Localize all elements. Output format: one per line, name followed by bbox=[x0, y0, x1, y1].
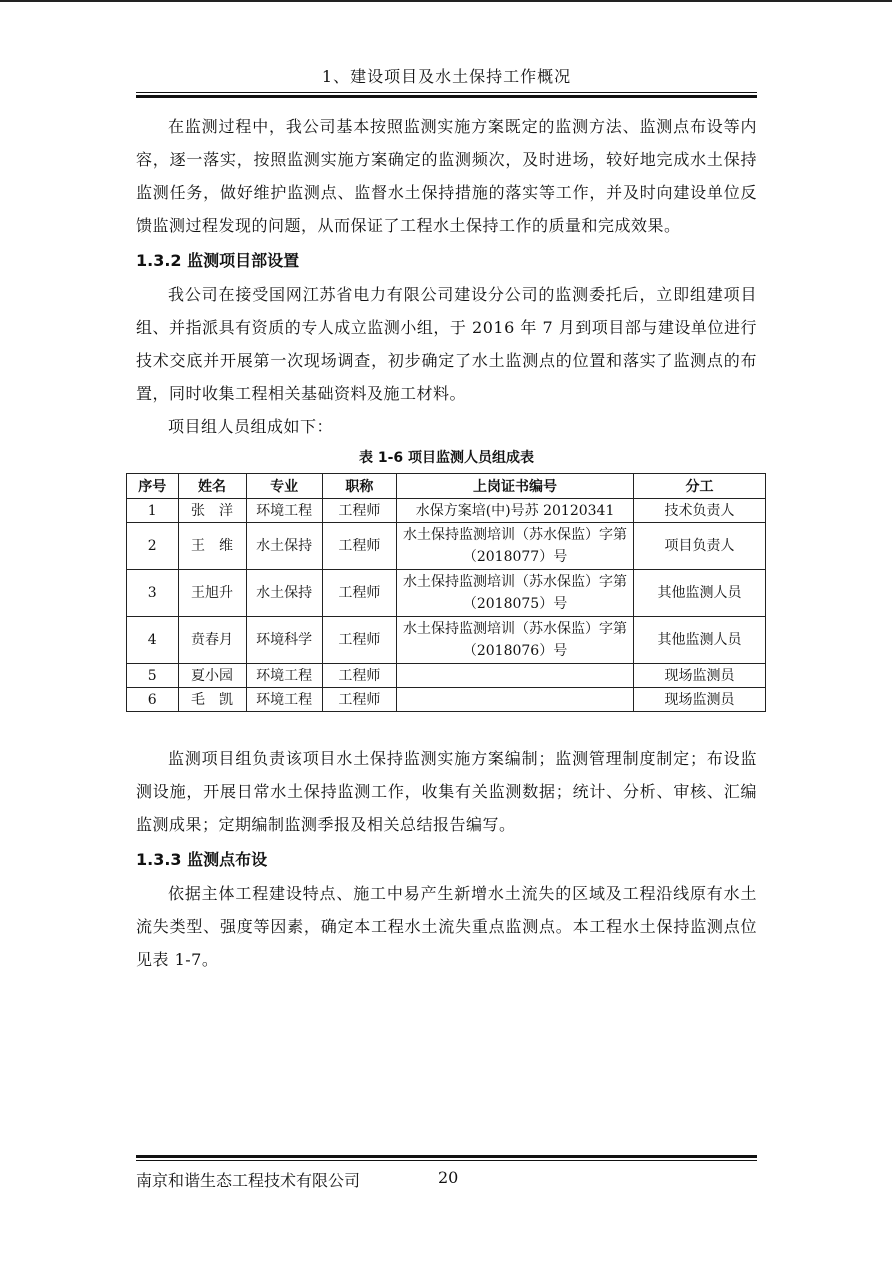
cell-name: 夏小园 bbox=[178, 664, 246, 688]
cell-title: 工程师 bbox=[322, 523, 396, 570]
header-rule-thick bbox=[136, 95, 757, 98]
section-heading-1-3-3: 1.3.3 监测点布设 bbox=[136, 850, 268, 869]
cell-role: 现场监测员 bbox=[634, 688, 766, 712]
cell-major: 环境工程 bbox=[246, 499, 322, 523]
cell-role: 技术负责人 bbox=[634, 499, 766, 523]
paragraph-project-setup: 我公司在接受国网江苏省电力有限公司建设分公司的监测委托后，立即组建项目组、并指派具有资质的专人成立监测小组，于 2016 年 7 月到项目部与建设单位进行技术交底并开展第一次现场调查，初步确定了水土监测点的位置和落实了监测点的布置，同时收集工程相关基础资料及施工材料。 bbox=[136, 285, 757, 403]
table-caption: 表 1-6 项目监测人员组成表 bbox=[358, 450, 535, 466]
col-header-index: 序号 bbox=[127, 474, 179, 499]
cell-index: 3 bbox=[127, 570, 179, 617]
cell-certificate: 水保方案培(中)号苏 20120341 bbox=[397, 499, 634, 523]
cell-index: 5 bbox=[127, 664, 179, 688]
cell-certificate bbox=[397, 688, 634, 712]
cell-title: 工程师 bbox=[322, 664, 396, 688]
paragraph-monitoring-points: 依据主体工程建设特点、施工中易产生新增水土流失的区域及工程沿线原有水土流失类型、强度等因素，确定本工程水土流失重点监测点。本工程水土保持监测点位见表 1-7。 bbox=[136, 884, 757, 969]
cell-major: 水土保持 bbox=[246, 570, 322, 617]
spacer bbox=[136, 712, 757, 742]
cell-name: 张 洋 bbox=[178, 499, 246, 523]
cell-title: 工程师 bbox=[322, 499, 396, 523]
col-header-major: 专业 bbox=[246, 474, 322, 499]
cell-title: 工程师 bbox=[322, 570, 396, 617]
col-header-name: 姓名 bbox=[178, 474, 246, 499]
footer-rule-thin bbox=[136, 1160, 757, 1161]
table-row bbox=[127, 617, 766, 664]
cell-index: 6 bbox=[127, 688, 179, 712]
cell-role: 项目负责人 bbox=[634, 523, 766, 570]
cell-major: 环境工程 bbox=[246, 664, 322, 688]
staff-table bbox=[126, 473, 766, 712]
cell-name: 贲春月 bbox=[178, 617, 246, 664]
table-header-row bbox=[127, 474, 766, 499]
cell-name: 毛 凯 bbox=[178, 688, 246, 712]
cell-major: 环境科学 bbox=[246, 617, 322, 664]
cell-role: 现场监测员 bbox=[634, 664, 766, 688]
body-content bbox=[136, 110, 757, 976]
table-row bbox=[127, 570, 766, 617]
footer-rule-thick bbox=[136, 1155, 757, 1158]
top-border bbox=[0, 0, 892, 2]
col-header-certificate: 上岗证书编号 bbox=[397, 474, 634, 499]
page-number: 20 bbox=[438, 1168, 459, 1187]
cell-index: 4 bbox=[127, 617, 179, 664]
cell-title: 工程师 bbox=[322, 688, 396, 712]
cell-index: 1 bbox=[127, 499, 179, 523]
running-header: 1、建设项目及水土保持工作概况 bbox=[321, 67, 572, 86]
cell-title: 工程师 bbox=[322, 617, 396, 664]
cell-certificate: 水土保持监测培训（苏水保监）字第（2018075）号 bbox=[397, 570, 634, 617]
cell-name: 王 维 bbox=[178, 523, 246, 570]
cell-certificate: 水土保持监测培训（苏水保监）字第（2018076）号 bbox=[397, 617, 634, 664]
paragraph-monitoring-process: 在监测过程中，我公司基本按照监测实施方案既定的监测方法、监测点布设等内容，逐一落实，按照监测实施方案确定的监测频次，及时进场，较好地完成水土保持监测任务，做好维护监测点、监督水土保持措施的落实等工作，并及时向建设单位反馈监测过程发现的问题，从而保证了工程水土保持工作的质量和完成效果。 bbox=[136, 117, 757, 235]
section-heading-1-3-2: 1.3.2 监测项目部设置 bbox=[136, 251, 300, 270]
footer-company-name: 南京和谐生态工程技术有限公司 bbox=[136, 1171, 361, 1190]
col-header-role: 分工 bbox=[634, 474, 766, 499]
col-header-title: 职称 bbox=[322, 474, 396, 499]
cell-index: 2 bbox=[127, 523, 179, 570]
cell-role: 其他监测人员 bbox=[634, 570, 766, 617]
cell-role: 其他监测人员 bbox=[634, 617, 766, 664]
cell-name: 王旭升 bbox=[178, 570, 246, 617]
cell-major: 水土保持 bbox=[246, 523, 322, 570]
cell-certificate bbox=[397, 664, 634, 688]
paragraph-team-intro: 项目组人员组成如下： bbox=[168, 417, 334, 436]
table-row bbox=[127, 688, 766, 712]
table-row bbox=[127, 499, 766, 523]
cell-certificate: 水土保持监测培训（苏水保监）字第（2018077）号 bbox=[397, 523, 634, 570]
paragraph-team-duties: 监测项目组负责该项目水土保持监测实施方案编制；监测管理制度制定；布设监测设施，开展日常水土保持监测工作，收集有关监测数据；统计、分析、审核、汇编监测成果；定期编制监测季报及相关总结报告编写。 bbox=[136, 749, 757, 834]
table-row bbox=[127, 664, 766, 688]
cell-major: 环境工程 bbox=[246, 688, 322, 712]
table-row bbox=[127, 523, 766, 570]
header-rule-thin bbox=[136, 92, 757, 93]
